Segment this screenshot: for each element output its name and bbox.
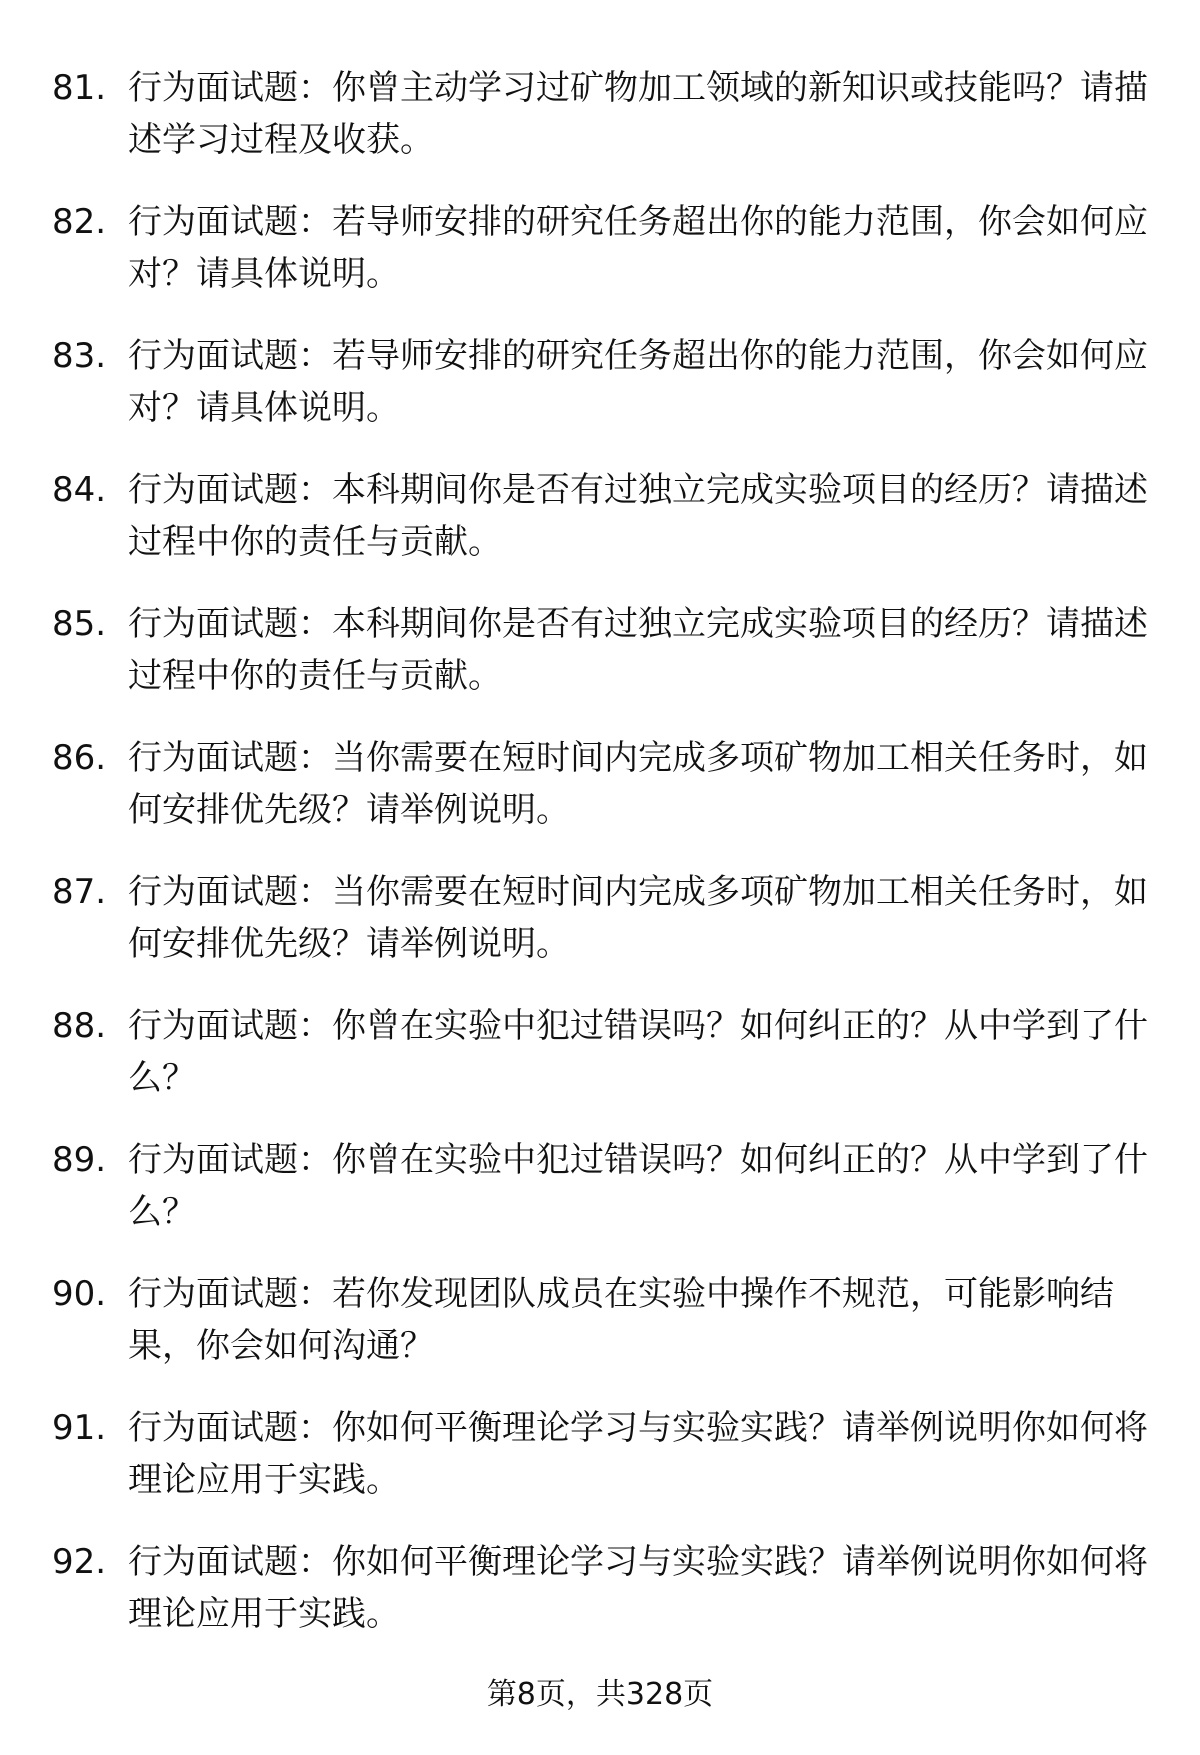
question-number: 85. [52,604,107,644]
question-item [0,866,1200,1000]
question-number: 83. [52,336,107,376]
question-text: 行为面试题：你曾在实验中犯过错误吗？如何纠正的？从中学到了什么？ [128,1140,1148,1232]
question-text: 行为面试题：本科期间你是否有过独立完成实验项目的经历？请描述过程中你的责任与贡献。 [128,470,1148,562]
question-number: 91. [52,1408,107,1448]
question-text: 行为面试题：你如何平衡理论学习与实验实践？请举例说明你如何将理论应用于实践。 [128,1542,1148,1634]
question-number: 90. [52,1274,107,1314]
question-text: 行为面试题：若导师安排的研究任务超出你的能力范围，你会如何应对？请具体说明。 [128,336,1148,428]
question-text: 行为面试题：本科期间你是否有过独立完成实验项目的经历？请描述过程中你的责任与贡献。 [128,604,1148,696]
question-item [0,1402,1200,1536]
question-item [0,1000,1200,1134]
question-text: 行为面试题：你如何平衡理论学习与实验实践？请举例说明你如何将理论应用于实践。 [128,1408,1148,1500]
question-number: 87. [52,872,107,912]
question-text: 行为面试题：若导师安排的研究任务超出你的能力范围，你会如何应对？请具体说明。 [128,202,1148,294]
question-item [0,62,1200,196]
question-number: 88. [52,1006,107,1046]
question-item [0,1536,1200,1670]
question-item [0,196,1200,330]
question-list [0,62,1200,1670]
question-item [0,1134,1200,1268]
page-number-footer: 第8页，共328页 [486,1677,714,1712]
question-item [0,1268,1200,1402]
question-item [0,464,1200,598]
question-number: 81. [52,68,107,108]
question-text: 行为面试题：你曾在实验中犯过错误吗？如何纠正的？从中学到了什么？ [128,1006,1148,1098]
question-number: 86. [52,738,107,778]
question-item [0,732,1200,866]
question-number: 92. [52,1542,107,1582]
question-text: 行为面试题：你曾主动学习过矿物加工领域的新知识或技能吗？请描述学习过程及收获。 [128,68,1148,160]
question-item [0,598,1200,732]
question-text: 行为面试题：若你发现团队成员在实验中操作不规范，可能影响结果，你会如何沟通？ [128,1274,1114,1366]
question-text: 行为面试题：当你需要在短时间内完成多项矿物加工相关任务时，如何安排优先级？请举例说明。 [128,738,1148,830]
question-item [0,330,1200,464]
question-number: 89. [52,1140,107,1180]
question-number: 82. [52,202,107,242]
question-text: 行为面试题：当你需要在短时间内完成多项矿物加工相关任务时，如何安排优先级？请举例说明。 [128,872,1148,964]
question-number: 84. [52,470,107,510]
